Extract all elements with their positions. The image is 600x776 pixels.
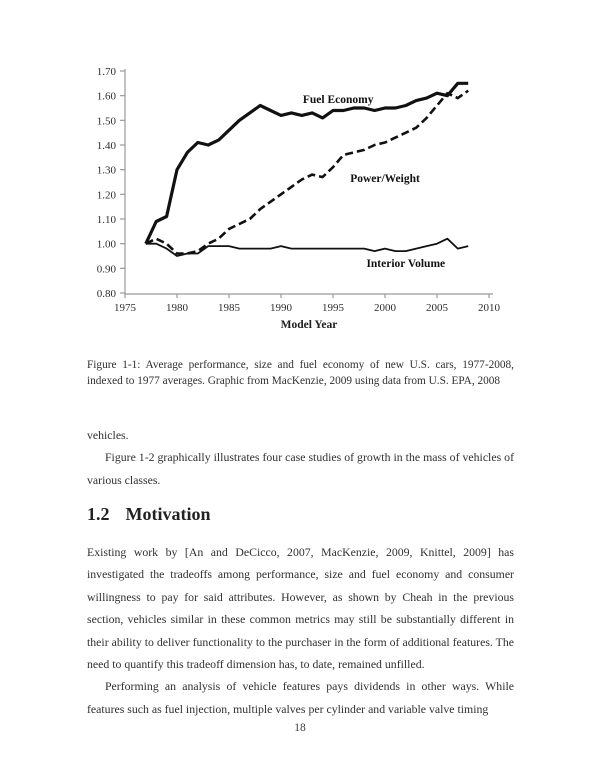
y-tick-label: 1.10 [96,214,116,226]
x-tick-label: 2005 [426,302,448,314]
y-tick-label: 0.80 [96,288,116,300]
y-tick-label: 1.60 [96,90,116,103]
paragraph-continuation: vehicles. [87,428,129,442]
paragraph-motivation-1: Existing work by [An and DeCicco, 2007, MacKenzie, 2009, Knittel, 2009] has investigated the tradeoffs among performance, size and fuel economy and consumer willingness to pay for said attributes. However, as shown by Cheah in the previous section, vehicles similar in these common metrics may still be substantially different in their ability to deliver functionality to the purchaser in the form of additional features. The need to quantify this tradeoff dimension has, to date, remained unfilled. [87,545,514,672]
fuel-economy-line [146,83,468,243]
x-tick-label: 1990 [270,302,292,314]
page-number: 18 [294,722,306,734]
line-chart [0,0,600,345]
power-weight-label: Power/Weight [350,173,420,185]
x-axis-title: Model Year [280,319,338,331]
y-tick-label: 1.00 [96,238,116,251]
section-title: Motivation [125,504,211,524]
x-tick-label: 2000 [374,302,396,314]
y-tick-label: 1.50 [96,115,116,128]
section-heading [87,504,514,525]
y-tick-label: 1.70 [96,66,116,78]
y-tick-label: 1.20 [96,189,116,202]
paragraph-figure-intro: Figure 1-2 graphically illustrates four case studies of growth in the mass of vehicles of various classes. [87,450,514,487]
x-tick-label: 1975 [114,302,136,314]
interior-volume-label: Interior Volume [366,258,446,271]
y-tick-label: 0.90 [96,263,116,276]
x-tick-label: 2010 [478,302,500,314]
body-text [87,541,514,720]
y-tick-label: 1.40 [96,140,116,152]
y-tick-label: 1.30 [96,164,116,177]
figure-1-1 [0,0,600,345]
figure-caption: Figure 1-1: Average performance, size and fuel economy of new U.S. cars, 1977-2008, indexed to 1977 averages. Graphic from MacKenzie, 2009 using data from U.S. EPA, 2008 [87,359,514,387]
x-tick-label: 1995 [322,302,344,314]
fuel-economy-label: Fuel Economy [302,94,374,107]
interior-volume-line [146,239,468,256]
section-number: 1.2 [87,504,110,524]
paragraph-motivation-2: Performing an analysis of vehicle features pays dividends in other ways. While features such as fuel injection, multiple valves per cylinder and variable valve timing [87,679,514,716]
x-tick-label: 1985 [218,302,240,314]
x-tick-label: 1980 [166,302,188,314]
